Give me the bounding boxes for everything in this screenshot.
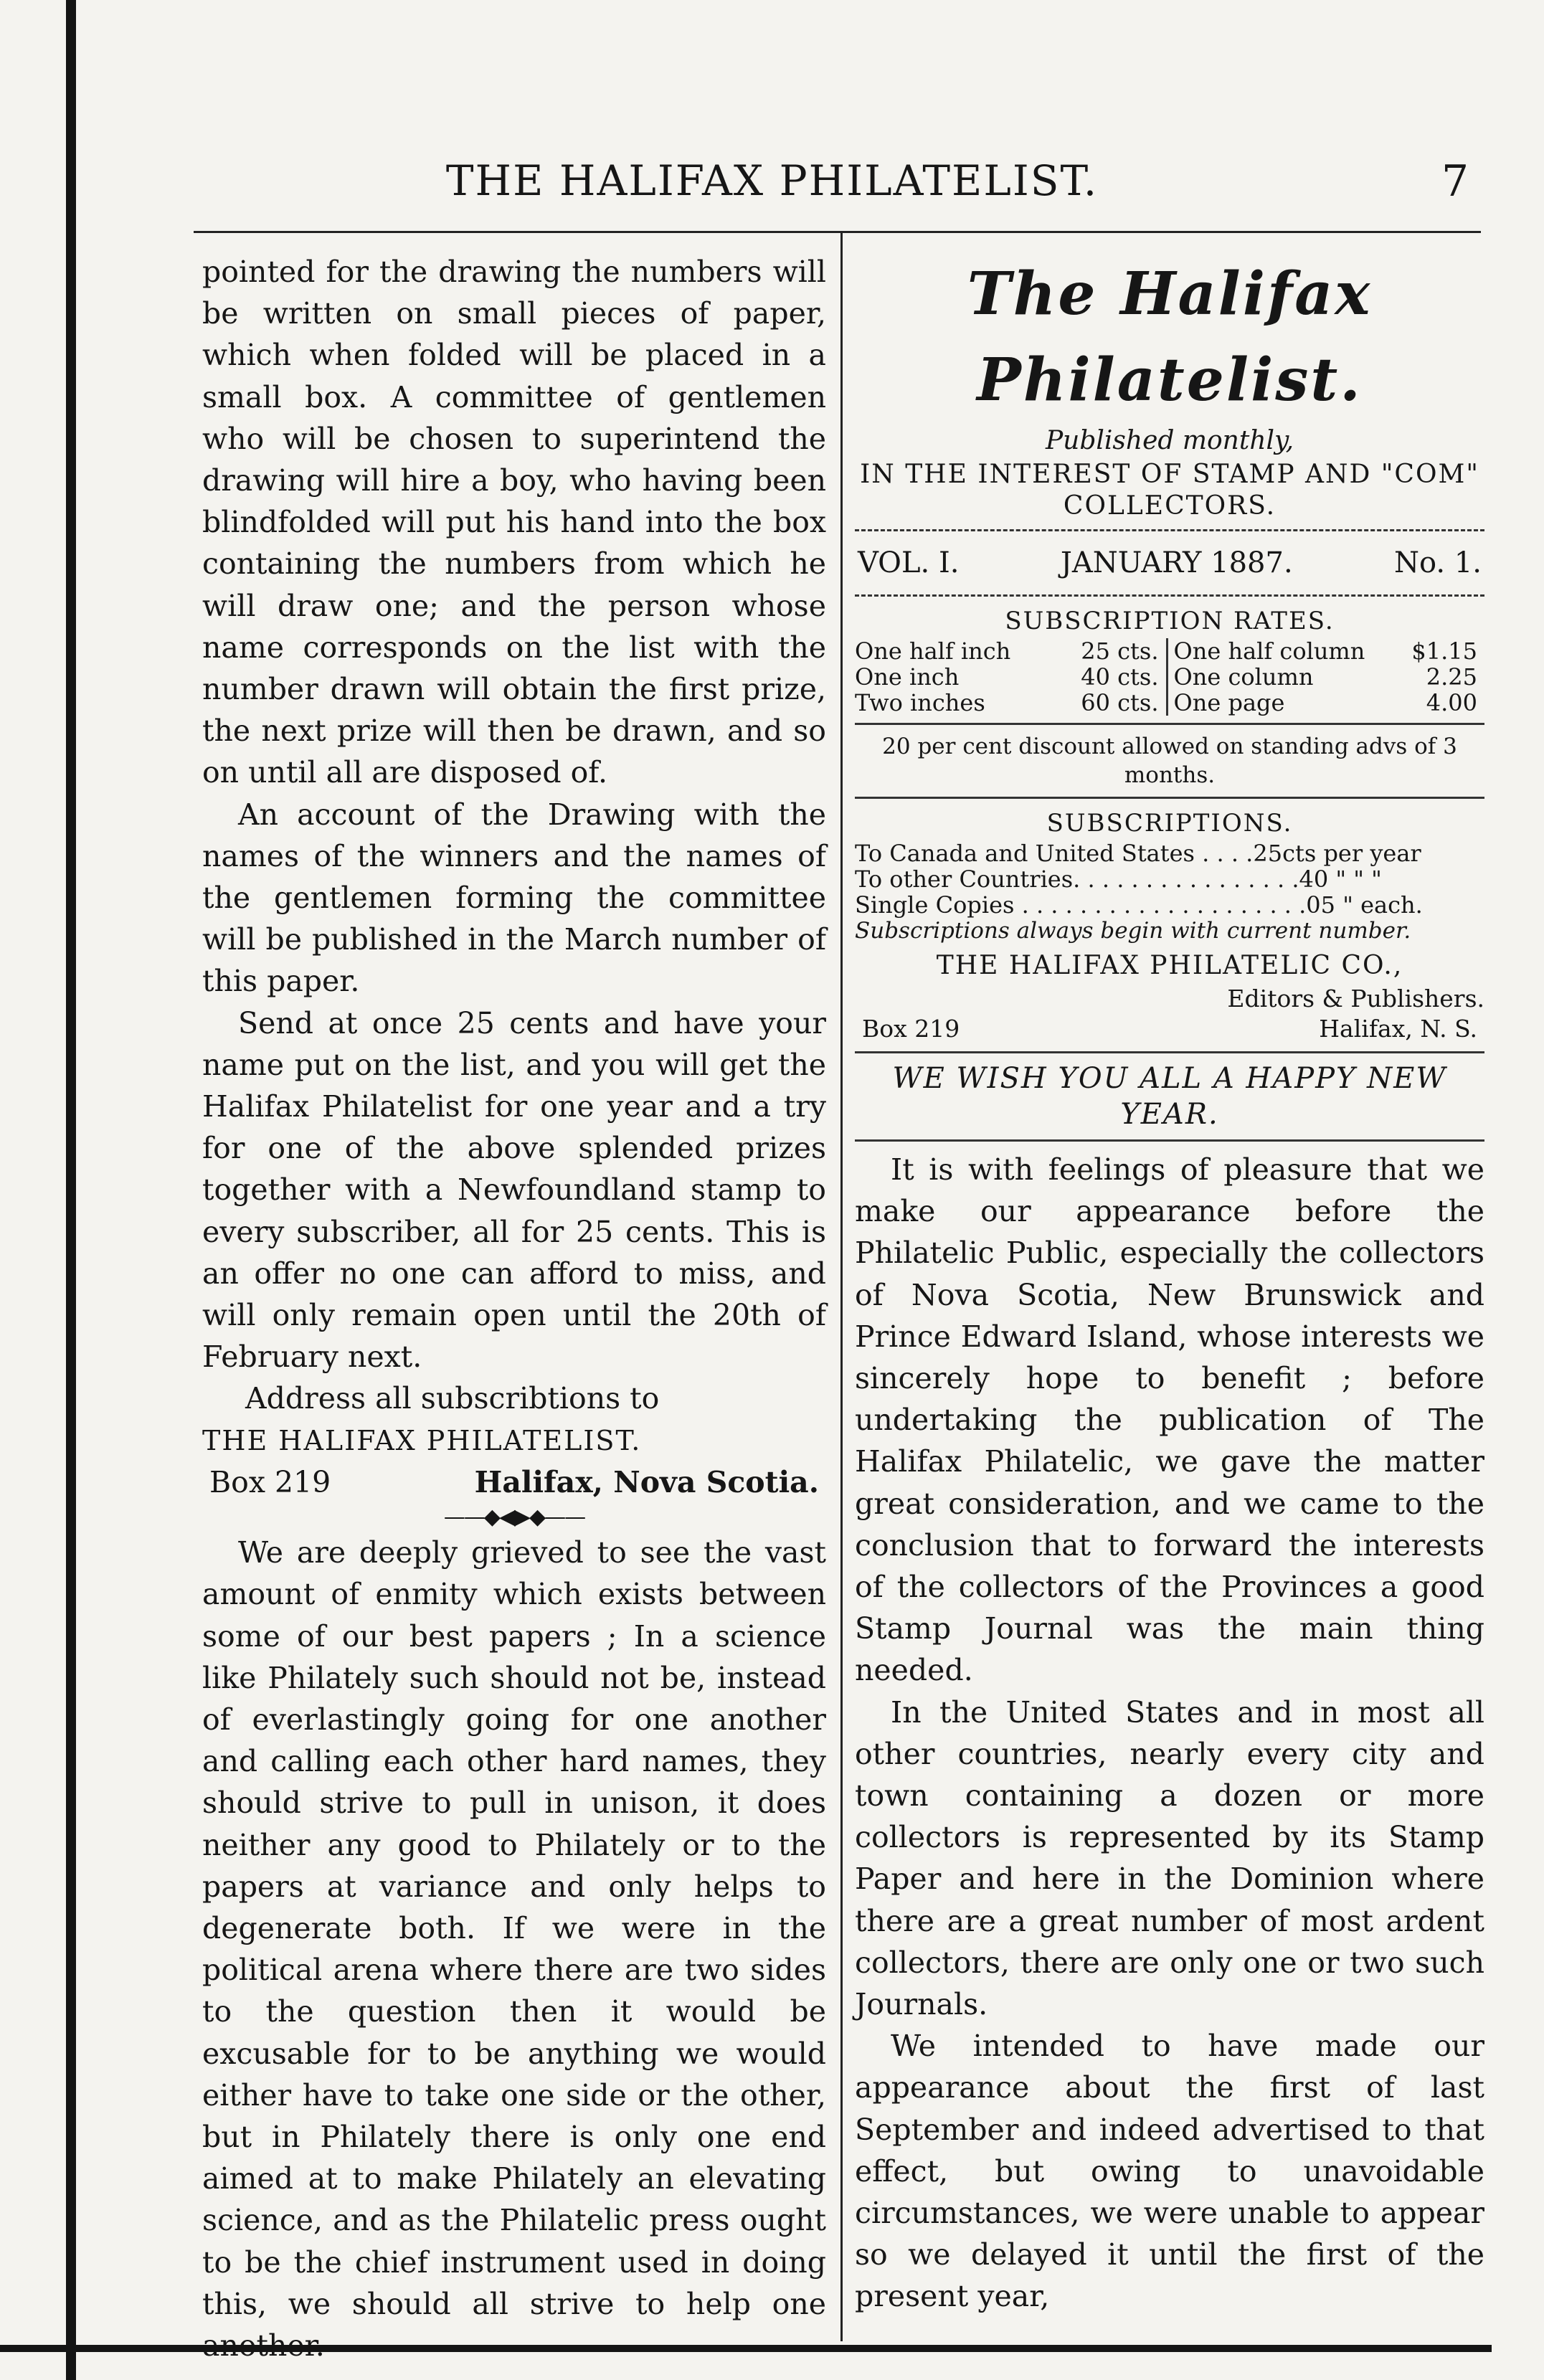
right-para-1: It is with feelings of pleasure that we make our appearance before the Philatelic Public, especially the collectors of Nova Scotia, New Brunswick and Prince Edward Island, whose interests we sincerely hope to benefit ; before undertaking the publication of The Halifax Philatelic, we gave the matter great consideration, and we came to the conclusion that to forward the interests of the collectors of the Provinces a good Stamp Journal was the main thing needed. (855, 1152, 1484, 1688)
company-box: Box 219 (862, 1015, 960, 1043)
discount-note: 20 per cent discount allowed on standing advs of 3 months. (882, 734, 1457, 788)
right-column (855, 251, 1484, 2318)
rate-price: 60 cts. (1081, 689, 1159, 716)
header-rule (194, 231, 1481, 233)
rate-label: One inch (855, 663, 960, 691)
subscription-row (855, 866, 1484, 892)
rate-label: One half inch (855, 637, 1011, 665)
left-para-1: pointed for the drawing the numbers will be written on small pieces of paper, which when folded will be placed in a small box. A committee of gentlemen who will be chosen to superintend the drawing will hire a boy, who having been blindfolded will put his hand into the box containing the numbers from which he will draw one; and the person whose name corresponds on the list with the number drawn will obtain the first prize, the next prize will then be drawn, and so on until all are disposed of. (202, 255, 826, 790)
rule (855, 723, 1484, 725)
company-name: THE HALIFAX PHILATELIC CO., (936, 951, 1403, 980)
rate-row (1174, 690, 1485, 716)
column-divider (840, 233, 843, 2341)
rate-row (1174, 638, 1485, 664)
rate-price: 4.00 (1426, 689, 1477, 716)
rates-left (855, 638, 1166, 716)
rate-label: One half column (1173, 637, 1365, 665)
rule (855, 1051, 1484, 1053)
left-para-3: Send at once 25 cents and have your name put on the list, and you will get the Halifax Philatelist for one year and a try for one of the above splended prizes together with a Newfoundland stamp to every subscriber, all for 25 cents. This is an offer no one can afford to miss, and will only remain open until the 20th of February next. (202, 1005, 826, 1375)
address-box: Box 219 (209, 1464, 331, 1499)
subscription-label: To other Countries. . . . . . . . . . . . . . . .40 " " " (855, 866, 1382, 893)
volume-row (855, 539, 1484, 587)
dashed-rule (855, 594, 1484, 597)
subscriptions-heading: SUBSCRIPTIONS. (1046, 809, 1293, 838)
new-year-greeting: WE WISH YOU ALL A HAPPY NEW YEAR. (892, 1062, 1447, 1131)
issue-date: JANUARY 1887. (1060, 546, 1293, 579)
rule (855, 797, 1484, 799)
rate-price: 2.25 (1426, 663, 1477, 691)
address-line: Address all subscribtions to (245, 1381, 660, 1416)
subscription-label: To Canada and United States . . . .25cts per year (855, 840, 1421, 867)
right-para-2: In the United States and in most all other countries, nearly every city and town containing a dozen or more collectors is represented by its Stamp Paper and here in the Dominion where there are a great number of most ardent collectors, there are only one or two such Journals. (855, 1694, 1484, 2022)
left-column (202, 251, 826, 2366)
subscription-label: Single Copies . . . . . . . . . . . . . . . . . . . .05 " each. (855, 891, 1423, 919)
issue-number: No. 1. (1394, 546, 1482, 579)
rate-price: 25 cts. (1081, 637, 1159, 665)
company-city: Halifax, N. S. (1319, 1015, 1477, 1043)
rule (855, 1139, 1484, 1142)
rates-table (855, 638, 1484, 716)
rate-price: $1.15 (1411, 637, 1477, 665)
company-address-row (855, 1014, 1484, 1044)
ornament-divider: ——◆◀▶◆—— (443, 1504, 585, 1530)
rate-row (855, 690, 1166, 716)
address-name: THE HALIFAX PHILATELIST. (202, 1424, 642, 1456)
binding-edge-rule (66, 0, 76, 2380)
rate-label: Two inches (855, 689, 985, 716)
left-para-4: We are deeply grieved to see the vast amount of enmity which exists between some of our best papers ; In a science like Philately such should not be, instead of everlastingly going for one another and calling each other hard names, they should strive to pull in unison, it does neither any good to Philately or to the papers at variance and only helps to degenerate both. If we were in the political arena where there are two sides to the question then it would be excusable for to be anything we would either have to take one side or the other, but in Philately there is only one end aimed at to make Philately an elevating science, and as the Philatelic press ought to be the chief instrument used in doing this, we should all strive to help one (202, 1535, 826, 2321)
subscription-row (855, 840, 1484, 866)
left-para-2: An account of the Drawing with the names of the winners and the names of the gentlemen forming the committee will be published in the March number of this paper. (202, 797, 826, 999)
rate-row (855, 664, 1166, 690)
rate-price: 40 cts. (1081, 663, 1159, 691)
masthead: The Halifax Philatelist. (967, 260, 1373, 414)
right-para-3: We intended to have made our appearance about the first of last September and indeed advertised to that effect, but owing to unavoidable circumstances, we were unable to appear so we delayed it until the first of the present year, (855, 2029, 1484, 2314)
rate-label: One page (1173, 689, 1285, 716)
editors-publishers: Editors & Publishers. (1227, 985, 1484, 1013)
subscription-rates-heading: SUBSCRIPTION RATES. (1005, 607, 1335, 635)
running-header-title: THE HALIFAX PHILATELIST. (445, 156, 1099, 205)
address-city: Halifax, Nova Scotia. (474, 1464, 819, 1499)
dashed-rule (855, 529, 1484, 531)
bottom-rule (0, 2345, 1492, 2352)
rates-right (1166, 638, 1485, 716)
published-monthly: Published monthly, (1045, 426, 1294, 455)
rate-row (855, 638, 1166, 664)
subscription-row (855, 892, 1484, 918)
rate-row (1174, 664, 1485, 690)
subscriptions-note: Subscriptions always begin with current number. (855, 918, 1411, 944)
address-row (202, 1461, 826, 1503)
page-number: 7 (1441, 156, 1469, 207)
volume-label: VOL. I. (858, 546, 960, 579)
interest-line: IN THE INTEREST OF STAMP AND "COM" COLLECTORS. (860, 460, 1479, 521)
rate-label: One column (1173, 663, 1314, 691)
